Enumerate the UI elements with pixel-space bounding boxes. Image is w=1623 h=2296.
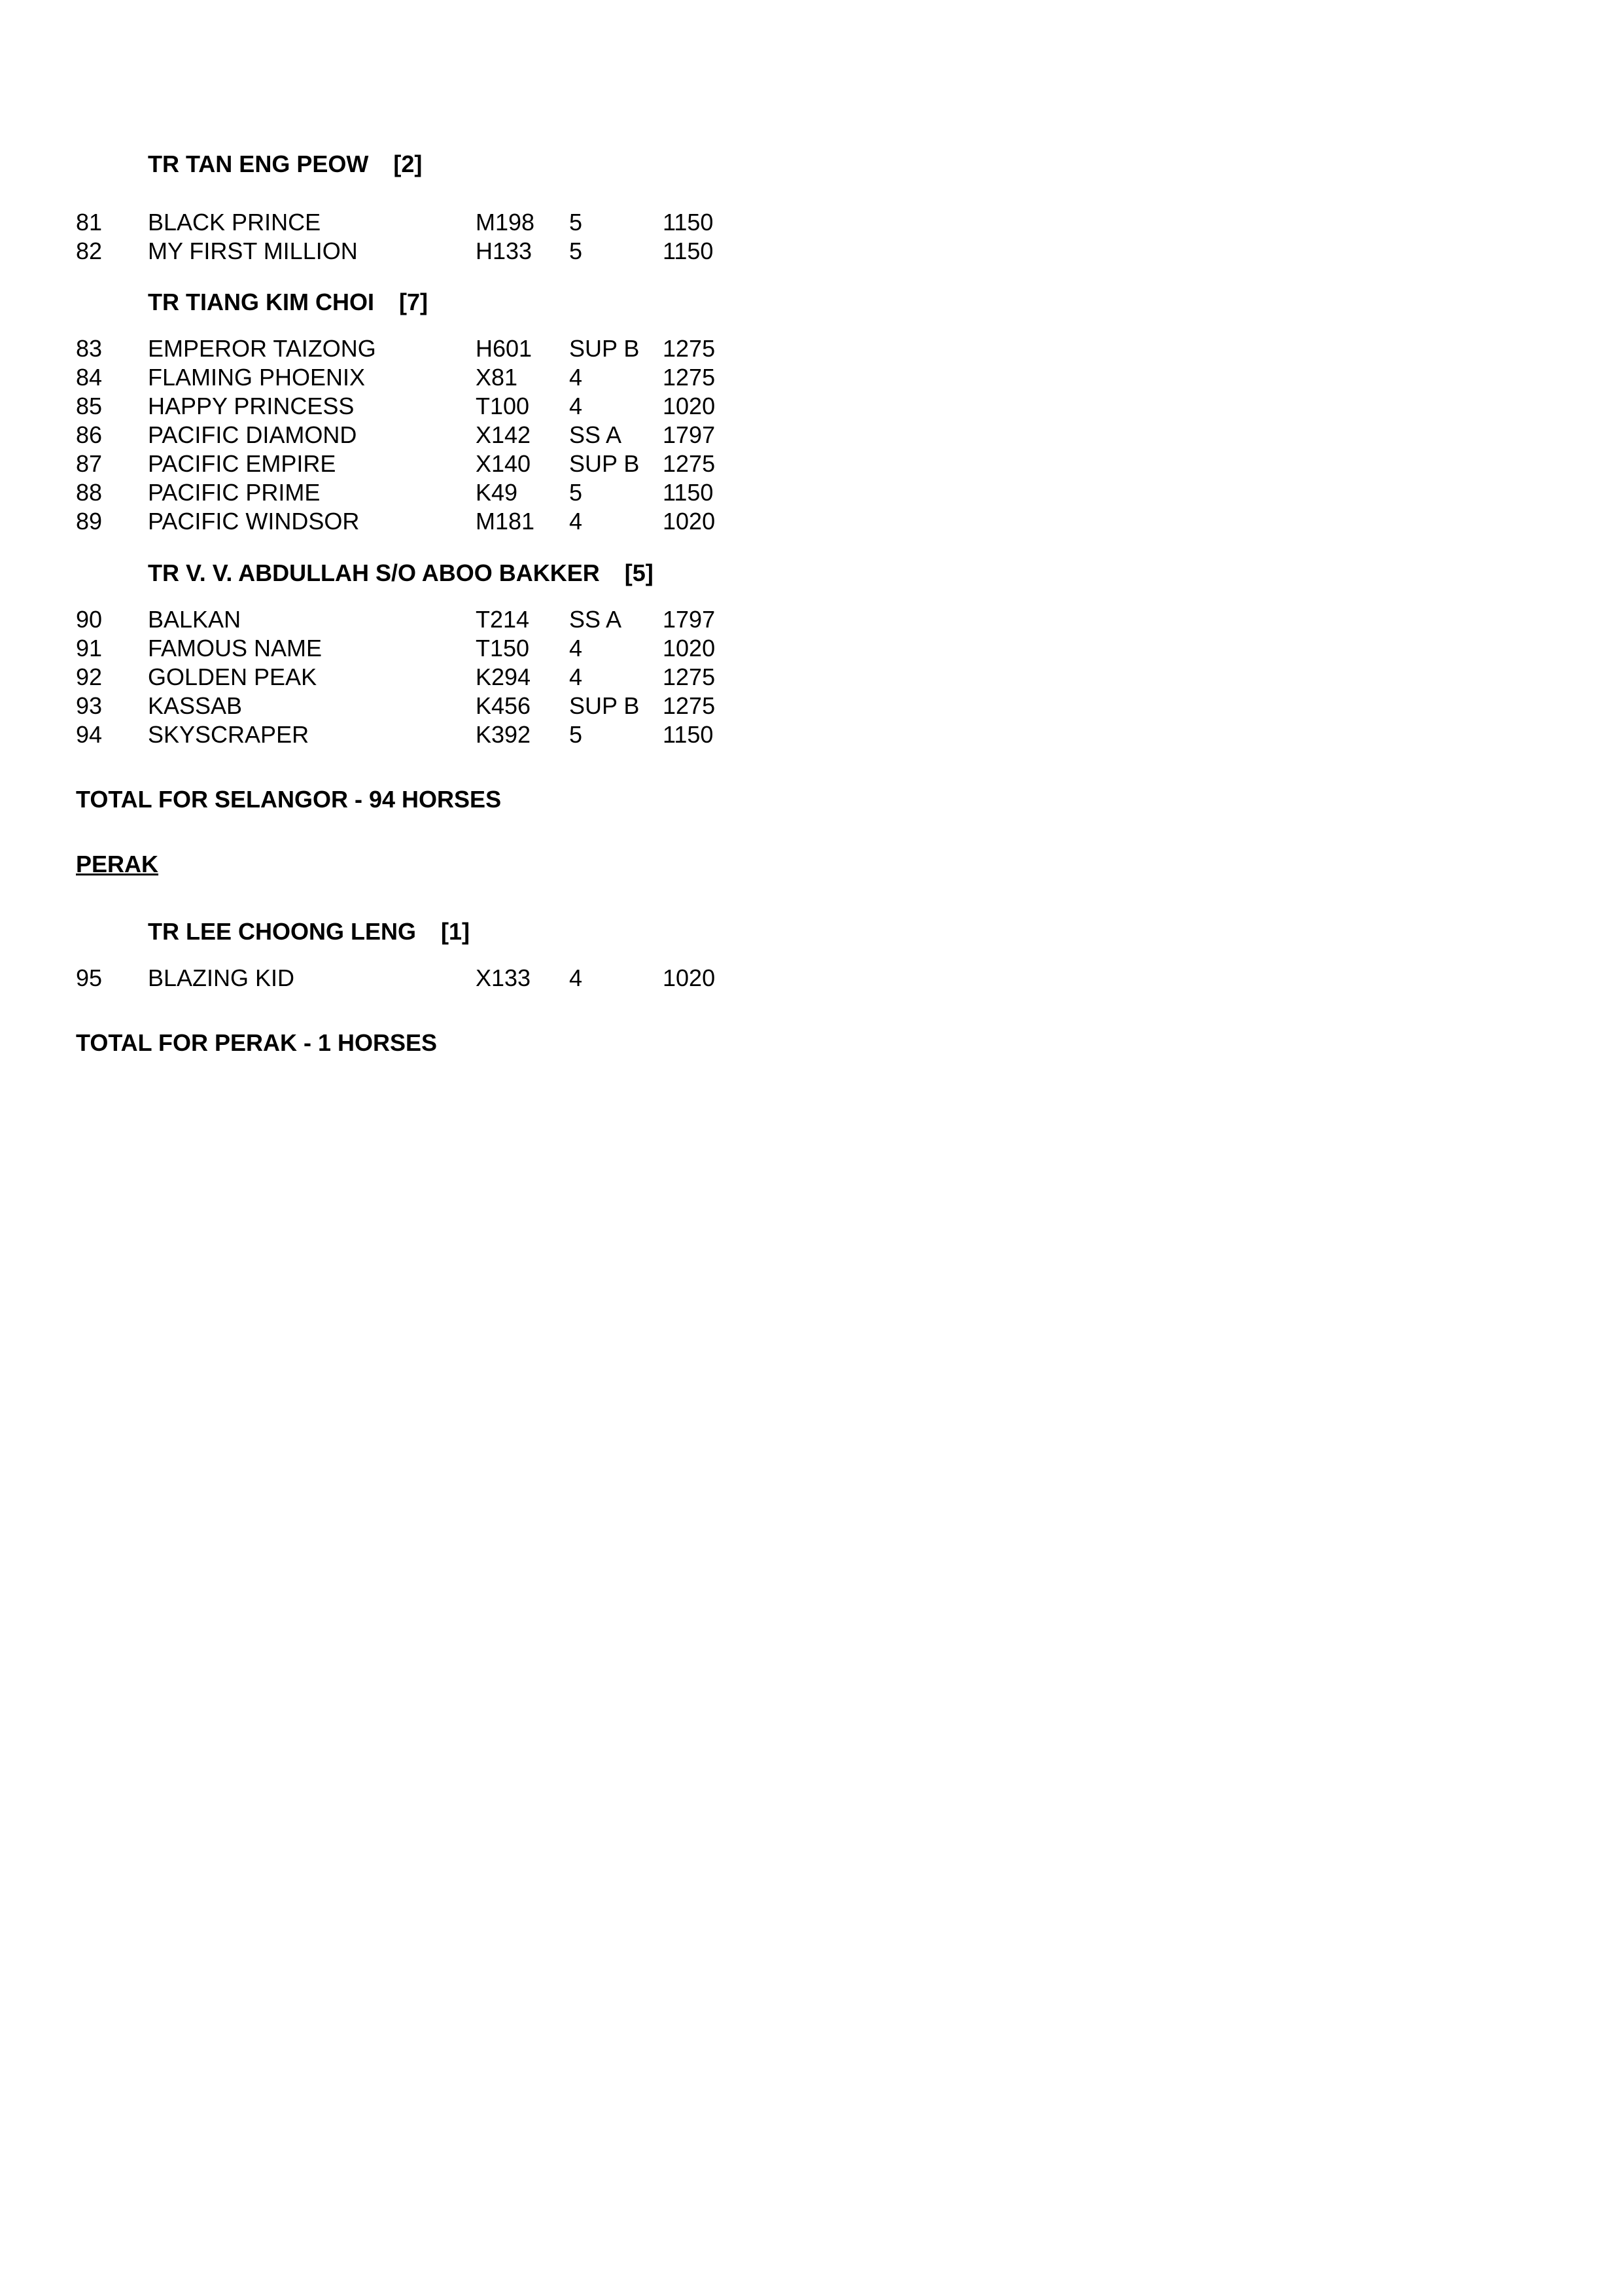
- horse-number: 91: [76, 635, 103, 662]
- horse-row: [0, 393, 785, 421]
- horse-row: [0, 335, 785, 364]
- horse-code: K294: [476, 663, 531, 690]
- horse-row: [0, 721, 785, 750]
- horse-row: [0, 635, 785, 663]
- horse-class: SUP B: [569, 692, 640, 719]
- horse-code: K392: [476, 721, 531, 748]
- horse-rating: 1020: [663, 393, 716, 419]
- horse-class: 5: [569, 479, 583, 506]
- horse-row: [0, 606, 785, 635]
- horse-class: 4: [569, 364, 583, 391]
- horse-name: KASSAB: [148, 692, 243, 719]
- horse-name: PACIFIC DIAMOND: [148, 421, 357, 448]
- horse-name: BLACK PRINCE: [148, 209, 321, 236]
- horse-name: FLAMING PHOENIX: [148, 364, 366, 391]
- trainer-heading: [148, 559, 654, 587]
- horse-code: T150: [476, 635, 530, 662]
- trainer-heading: [148, 150, 422, 178]
- horse-row: [0, 508, 785, 537]
- horse-number: 85: [76, 393, 103, 419]
- horse-code: M181: [476, 508, 535, 535]
- horse-code: X81: [476, 364, 518, 391]
- trainer-name: TR TAN ENG PEOW: [148, 150, 369, 177]
- horse-class: SUP B: [569, 450, 640, 477]
- horse-class: 4: [569, 393, 583, 419]
- horse-row: [0, 238, 785, 266]
- horse-code: K456: [476, 692, 531, 719]
- horse-rating: 1150: [663, 721, 714, 748]
- horse-code: X140: [476, 450, 531, 477]
- horse-code: T214: [476, 606, 530, 633]
- horse-rating: 1150: [663, 209, 714, 236]
- horse-name: FAMOUS NAME: [148, 635, 323, 662]
- horse-number: 84: [76, 364, 103, 391]
- horse-rating: 1150: [663, 238, 714, 264]
- horse-number: 87: [76, 450, 103, 477]
- horse-name: EMPEROR TAIZONG: [148, 335, 376, 362]
- horse-number: 90: [76, 606, 103, 633]
- horse-row: [0, 421, 785, 450]
- total-selangor: TOTAL FOR SELANGOR - 94 HORSES: [76, 786, 502, 813]
- horse-name: BLAZING KID: [148, 964, 295, 991]
- horse-number: 82: [76, 238, 103, 264]
- horse-class: 5: [569, 209, 583, 236]
- horse-code: H601: [476, 335, 532, 362]
- horse-code: X142: [476, 421, 531, 448]
- horse-rating: 1275: [663, 450, 716, 477]
- horse-number: 86: [76, 421, 103, 448]
- horse-number: 83: [76, 335, 103, 362]
- horse-code: M198: [476, 209, 535, 236]
- horse-rating: 1020: [663, 635, 716, 662]
- horse-number: 88: [76, 479, 103, 506]
- horse-name: PACIFIC WINDSOR: [148, 508, 360, 535]
- horse-class: 4: [569, 508, 583, 535]
- horse-rating: 1797: [663, 421, 716, 448]
- horse-row: [0, 663, 785, 692]
- trainer-name: TR V. V. ABDULLAH S/O ABOO BAKKER: [148, 559, 600, 586]
- horse-name: BALKAN: [148, 606, 241, 633]
- trainer-horse-count: [7]: [398, 289, 428, 315]
- horse-rating: 1275: [663, 335, 716, 362]
- horse-number: 94: [76, 721, 103, 748]
- horse-row: [0, 209, 785, 238]
- horse-class: SS A: [569, 606, 622, 633]
- trainer-horse-count: [2]: [393, 150, 423, 177]
- horse-rating: 1020: [663, 508, 716, 535]
- horse-code: H133: [476, 238, 532, 264]
- horse-rating: 1797: [663, 606, 716, 633]
- horse-class: SS A: [569, 421, 622, 448]
- horse-number: 95: [76, 964, 103, 991]
- horse-name: MY FIRST MILLION: [148, 238, 358, 264]
- trainer-heading: [148, 918, 470, 945]
- horse-rating: 1150: [663, 479, 714, 506]
- horse-class: SUP B: [569, 335, 640, 362]
- horse-number: 92: [76, 663, 103, 690]
- section-heading-perak: PERAK: [76, 851, 159, 877]
- horse-name: GOLDEN PEAK: [148, 663, 317, 690]
- horse-class: 5: [569, 238, 583, 264]
- trainer-name: TR LEE CHOONG LENG: [148, 918, 417, 945]
- horse-rating: 1275: [663, 692, 716, 719]
- horse-class: 4: [569, 635, 583, 662]
- horse-name: SKYSCRAPER: [148, 721, 309, 748]
- trainer-horse-count: [5]: [624, 559, 654, 586]
- horse-rating: 1275: [663, 663, 716, 690]
- horse-class: 5: [569, 721, 583, 748]
- horse-row: [0, 364, 785, 393]
- horse-rating: 1275: [663, 364, 716, 391]
- horse-code: X133: [476, 964, 531, 991]
- trainer-horse-count: [1]: [441, 918, 470, 945]
- horse-class: 4: [569, 663, 583, 690]
- horse-row: [0, 964, 785, 993]
- trainer-name: TR TIANG KIM CHOI: [148, 289, 374, 315]
- total-perak: TOTAL FOR PERAK - 1 HORSES: [76, 1029, 438, 1056]
- horse-name: PACIFIC EMPIRE: [148, 450, 336, 477]
- horse-row: [0, 450, 785, 479]
- trainer-heading: [148, 289, 428, 316]
- horse-code: K49: [476, 479, 518, 506]
- horse-class: 4: [569, 964, 583, 991]
- horse-name: PACIFIC PRIME: [148, 479, 321, 506]
- horse-number: 89: [76, 508, 103, 535]
- horse-number: 93: [76, 692, 103, 719]
- horse-row: [0, 479, 785, 508]
- horse-rating: 1020: [663, 964, 716, 991]
- horse-code: T100: [476, 393, 530, 419]
- horse-name: HAPPY PRINCESS: [148, 393, 355, 419]
- horse-row: [0, 692, 785, 721]
- horse-number: 81: [76, 209, 103, 236]
